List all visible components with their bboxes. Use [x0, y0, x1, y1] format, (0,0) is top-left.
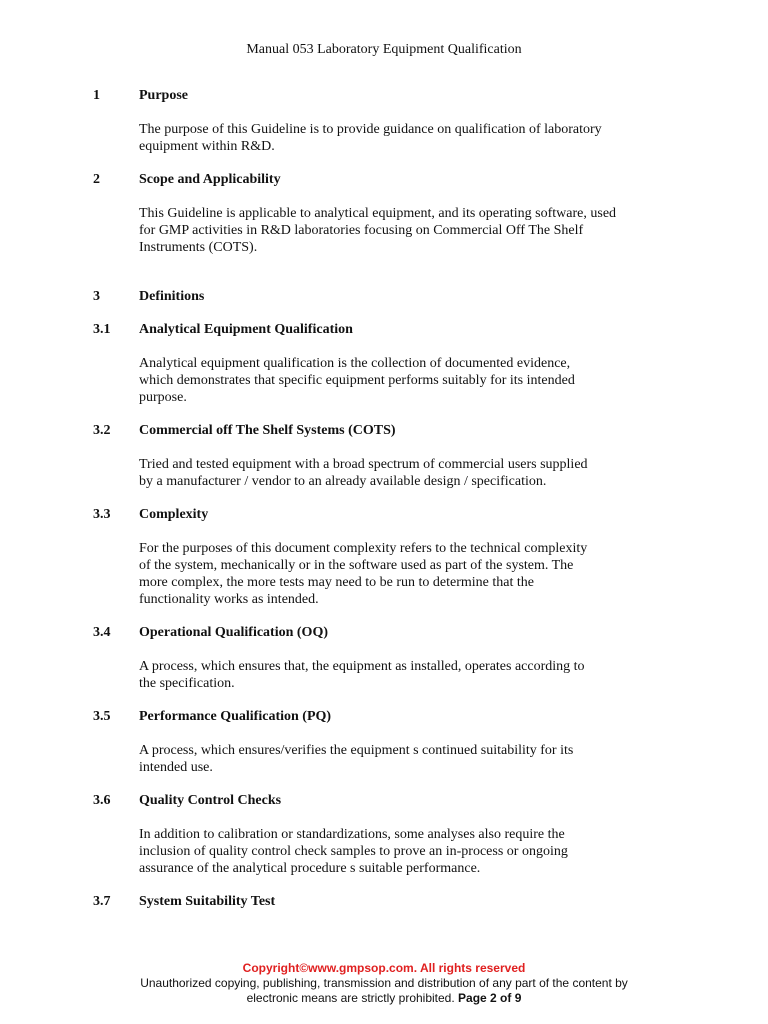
section-title: Quality Control Checks: [139, 793, 282, 808]
section-title: Operational Qualification (OQ): [139, 625, 328, 640]
copyright-notice: Copyright©www.gmpsop.com. All rights reserved: [242, 961, 526, 975]
notice-line: electronic means are strictly prohibited.: [246, 991, 455, 1005]
paragraph-line: A process, which ensures that, the equipment as installed, operates according to: [139, 659, 585, 674]
section-title: Definitions: [139, 289, 205, 304]
section-number: 3.7: [93, 894, 111, 909]
paragraph-line: A process, which ensures/verifies the equipment s continued suitability for its: [139, 743, 574, 758]
paragraph-line: of the system, mechanically or in the software used as part of the system. The: [139, 558, 574, 573]
section-paragraph: [139, 826, 699, 877]
paragraph-line: Tried and tested equipment with a broad spectrum of commercial users supplied: [139, 457, 588, 472]
paragraph-line: For the purposes of this document complexity refers to the technical complexity: [139, 541, 588, 556]
section-title: Commercial off The Shelf Systems (COTS): [139, 423, 396, 438]
section-number: 3.5: [93, 709, 111, 724]
section-title: Purpose: [139, 88, 188, 103]
paragraph-line: This Guideline is applicable to analytical equipment, and its operating software, used: [139, 206, 617, 221]
section-title: Scope and Applicability: [139, 172, 281, 187]
section-paragraph: [139, 121, 699, 155]
paragraph-line: the specification.: [139, 676, 235, 691]
section-paragraph: [139, 205, 699, 256]
section-number: 3: [93, 289, 100, 304]
notice-line-with-page: [0, 991, 768, 1006]
paragraph-line: for GMP activities in R&D laboratories focusing on Commercial Off The Shelf: [139, 223, 584, 238]
usage-notice: [0, 976, 768, 1006]
section-number: 1: [93, 88, 100, 103]
paragraph-line: The purpose of this Guideline is to provide guidance on qualification of laboratory: [139, 122, 602, 137]
section-number: 3.1: [93, 322, 111, 337]
section-paragraph: [139, 540, 699, 608]
page-header: Manual 053 Laboratory Equipment Qualification: [246, 42, 522, 57]
section-title: Performance Qualification (PQ): [139, 709, 332, 724]
paragraph-line: more complex, the more tests may need to be run to determine that the: [139, 575, 534, 590]
section-number: 3.6: [93, 793, 111, 808]
paragraph-line: Instruments (COTS).: [139, 240, 258, 255]
paragraph-line: assurance of the analytical procedure s suitable performance.: [139, 861, 481, 876]
notice-line: Unauthorized copying, publishing, transmission and distribution of any part of the content by: [140, 976, 628, 990]
paragraph-line: Analytical equipment qualification is the collection of documented evidence,: [139, 356, 571, 371]
section-title: System Suitability Test: [139, 894, 276, 909]
paragraph-line: intended use.: [139, 760, 213, 775]
paragraph-line: inclusion of quality control check samples to prove an in-process or ongoing: [139, 844, 568, 859]
paragraph-line: by a manufacturer / vendor to an already available design / specification.: [139, 474, 547, 489]
paragraph-line: purpose.: [139, 390, 187, 405]
page-number: Page 2 of 9: [458, 991, 522, 1005]
section-number: 3.3: [93, 507, 111, 522]
section-paragraph: [139, 742, 699, 776]
section-paragraph: [139, 355, 699, 406]
paragraph-line: functionality works as intended.: [139, 592, 319, 607]
section-title: Complexity: [139, 507, 209, 522]
paragraph-line: equipment within R&D.: [139, 139, 275, 154]
section-number: 3.4: [93, 625, 111, 640]
section-number: 3.2: [93, 423, 111, 438]
section-title: Analytical Equipment Qualification: [139, 322, 353, 337]
section-number: 2: [93, 172, 100, 187]
paragraph-line: which demonstrates that specific equipment performs suitably for its intended: [139, 373, 575, 388]
paragraph-line: In addition to calibration or standardizations, some analyses also require the: [139, 827, 565, 842]
section-paragraph: [139, 658, 699, 692]
section-paragraph: [139, 456, 699, 490]
